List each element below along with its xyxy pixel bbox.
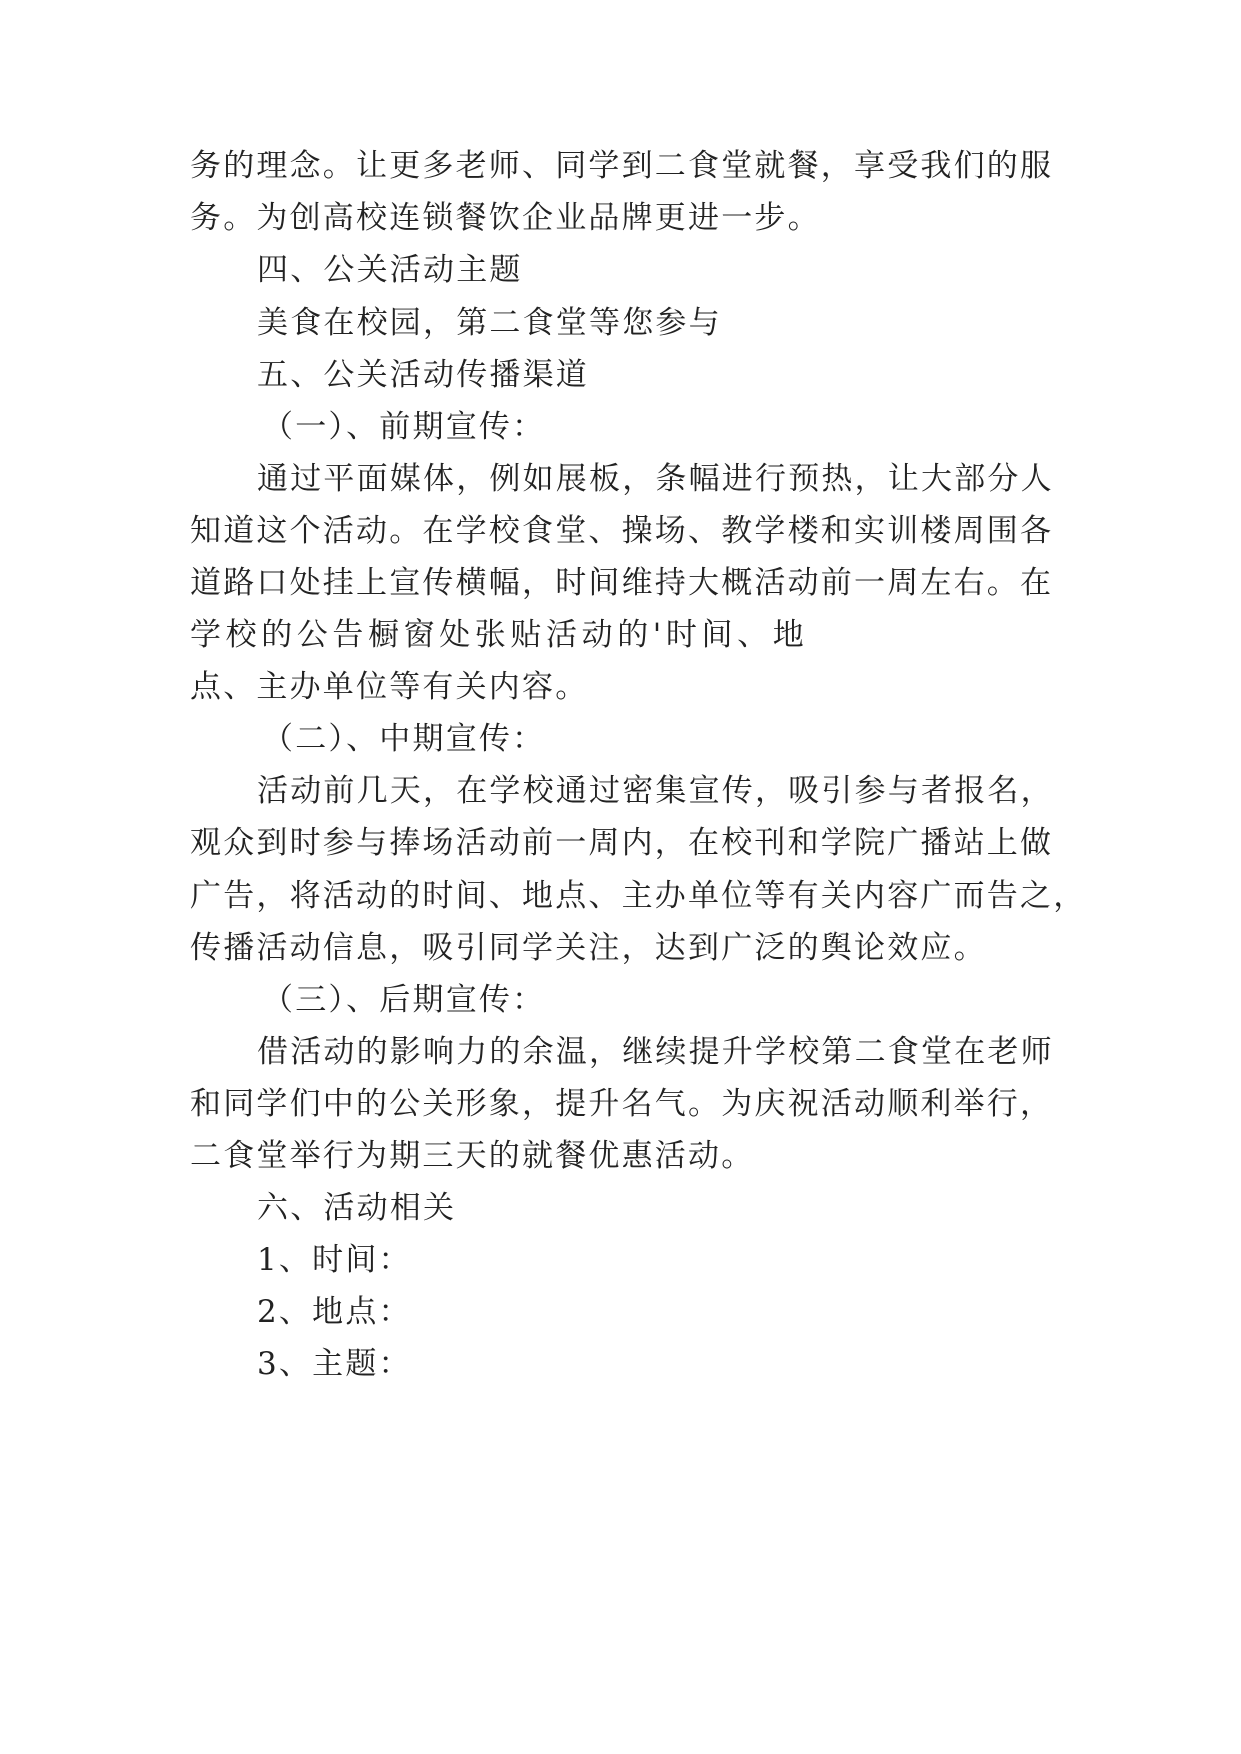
paragraph-line: 广告，将活动的时间、地点、主办单位等有关内容广而告之，: [190, 878, 1087, 914]
paragraph-line: 道路口处挂上宣传横幅，时间维持大概活动前一周左右。在: [190, 565, 1054, 601]
paragraph-line: 知道这个活动。在学校食堂、操场、教学楼和实训楼周围各: [190, 513, 1054, 549]
paragraph-line: 二食堂举行为期三天的就餐优惠活动。: [190, 1138, 755, 1174]
paragraph-line: 借活动的影响力的余温，继续提升学校第二食堂在老师: [257, 1034, 1054, 1070]
list-item: 1、时间：: [257, 1242, 412, 1278]
subsection-heading: （三）、后期宣传：: [262, 982, 546, 1018]
paragraph-line: 观众到时参与捧场活动前一周内，在校刊和学院广播站上做: [190, 825, 1054, 861]
paragraph-line: 传播活动信息，吸引同学关注，达到广泛的舆论效应。: [190, 930, 987, 966]
list-item: 2、地点：: [257, 1294, 412, 1330]
paragraph-line: 通过平面媒体，例如展板，条幅进行预热，让大部分人: [257, 461, 1054, 497]
list-item: 3、主题：: [257, 1346, 412, 1382]
section-heading: 六、活动相关: [257, 1190, 457, 1226]
paragraph-line: 学校的公告橱窗处张贴活动的'时间、地: [190, 617, 809, 653]
paragraph-line: 务。为创高校连锁餐饮企业品牌更进一步。: [190, 200, 821, 236]
paragraph-line: 活动前几天，在学校通过密集宣传，吸引参与者报名，: [257, 773, 1054, 809]
paragraph-line: 点、主办单位等有关内容。: [190, 669, 589, 705]
paragraph-line: 务的理念。让更多老师、同学到二食堂就餐，享受我们的服: [190, 148, 1054, 184]
paragraph-line: 美食在校园，第二食堂等您参与: [257, 305, 722, 341]
paragraph-line: 和同学们中的公关形象，提升名气。为庆祝活动顺利举行，: [190, 1086, 1054, 1122]
section-heading: 五、公关活动传播渠道: [257, 357, 589, 393]
section-heading: 四、公关活动主题: [257, 252, 523, 288]
subsection-heading: （一）、前期宣传：: [262, 409, 546, 445]
subsection-heading: （二）、中期宣传：: [262, 721, 546, 757]
